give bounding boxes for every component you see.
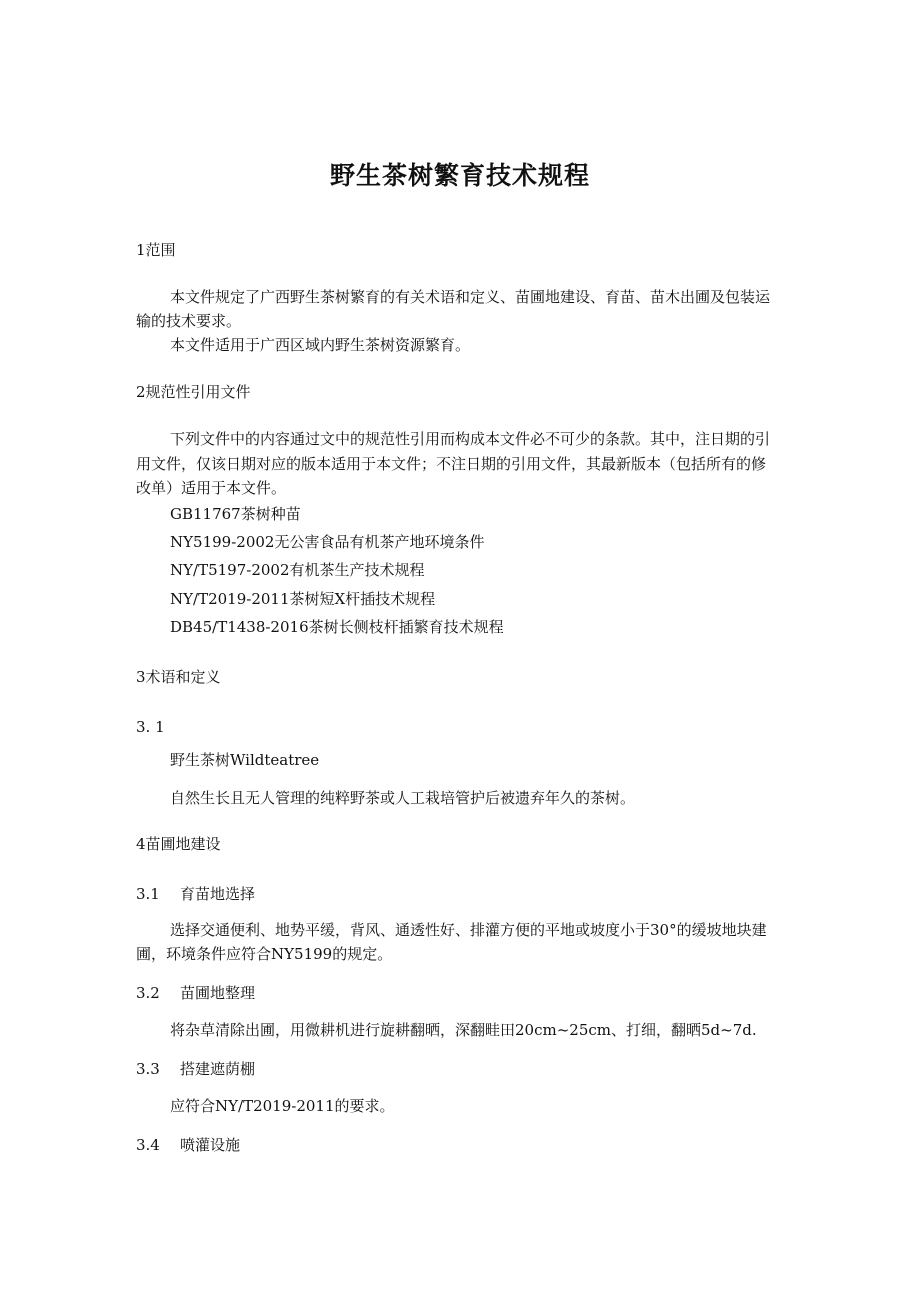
section-1-paragraph-2: 本文件适用于广西区域内野生茶树资源繁育。: [170, 336, 471, 354]
reference-item: NY5199-2002无公害食品有机茶产地环境条件: [170, 533, 485, 551]
clause-heading-3-3: [136, 1058, 255, 1080]
document-title: 野生茶树繁育技术规程: [329, 161, 590, 190]
section-1-heading: 1范围: [136, 241, 176, 259]
clause-heading-3-4: [136, 1134, 240, 1156]
clause-number: 3.2: [136, 984, 160, 1002]
clause-3-1-text-line-1: 选择交通便利、地势平缓，背风、通透性好、排灌方便的平地或坡度小于30°的缓坡地块建: [170, 921, 767, 939]
section-1-paragraph-1-line-2: 输的技术要求。: [136, 312, 242, 330]
section-2-intro-line-1: 下列文件中的内容通过文中的规范性引用而构成本文件必不可少的条款。其中，注日期的引: [170, 430, 771, 448]
clause-3-3-text: 应符合NY/T2019-2011的要求。: [170, 1097, 395, 1115]
clause-3-1-number: 3. 1: [136, 718, 165, 736]
section-2-intro-line-2: 用文件，仅该日期对应的版本适用于本文件；不注日期的引用文件，其最新版本（包括所有的修: [136, 455, 767, 473]
term-name: 野生茶树Wildteatree: [170, 751, 320, 769]
clause-3-1-text-line-2: 圃，环境条件应符合NY5199的规定。: [136, 945, 393, 963]
section-2-intro-line-3: 改单）适用于本文件。: [136, 479, 287, 497]
section-1-paragraph-1-line-1: 本文件规定了广西野生茶树繁育的有关术语和定义、苗圃地建设、育苗、苗木出圃及包装运: [170, 288, 771, 306]
clause-3-2-text: 将杂草清除出圃，用微耕机进行旋耕翻晒，深翻畦田20cm~25cm、打细，翻晒5d~7d.: [170, 1021, 757, 1039]
clause-heading-3-1: [136, 883, 255, 905]
clause-number: 3.3: [136, 1060, 160, 1078]
clause-number: 3.4: [136, 1136, 160, 1154]
clause-number: 3.1: [136, 885, 160, 903]
clause-title: 苗圃地整理: [180, 984, 256, 1002]
clause-heading-3-2: [136, 982, 255, 1004]
reference-item: NY/T2019-2011茶树短X杆插技术规程: [170, 590, 436, 608]
section-2-heading: 2规范性引用文件: [136, 383, 251, 401]
section-3-heading: 3术语和定义: [136, 668, 221, 686]
clause-title: 喷灌设施: [180, 1136, 241, 1154]
clause-title: 搭建遮荫棚: [180, 1060, 256, 1078]
reference-item: DB45/T1438-2016茶树长侧枝杆插繁育技术规程: [170, 618, 504, 636]
reference-item: NY/T5197-2002有机茶生产技术规程: [170, 561, 425, 579]
reference-item: GB11767茶树种苗: [170, 505, 301, 523]
section-4-heading: 4苗圃地建设: [136, 835, 221, 853]
clause-title: 育苗地选择: [180, 885, 256, 903]
term-definition: 自然生长且无人管理的纯粹野茶或人工栽培管护后被遗弃年久的茶树。: [170, 789, 636, 807]
